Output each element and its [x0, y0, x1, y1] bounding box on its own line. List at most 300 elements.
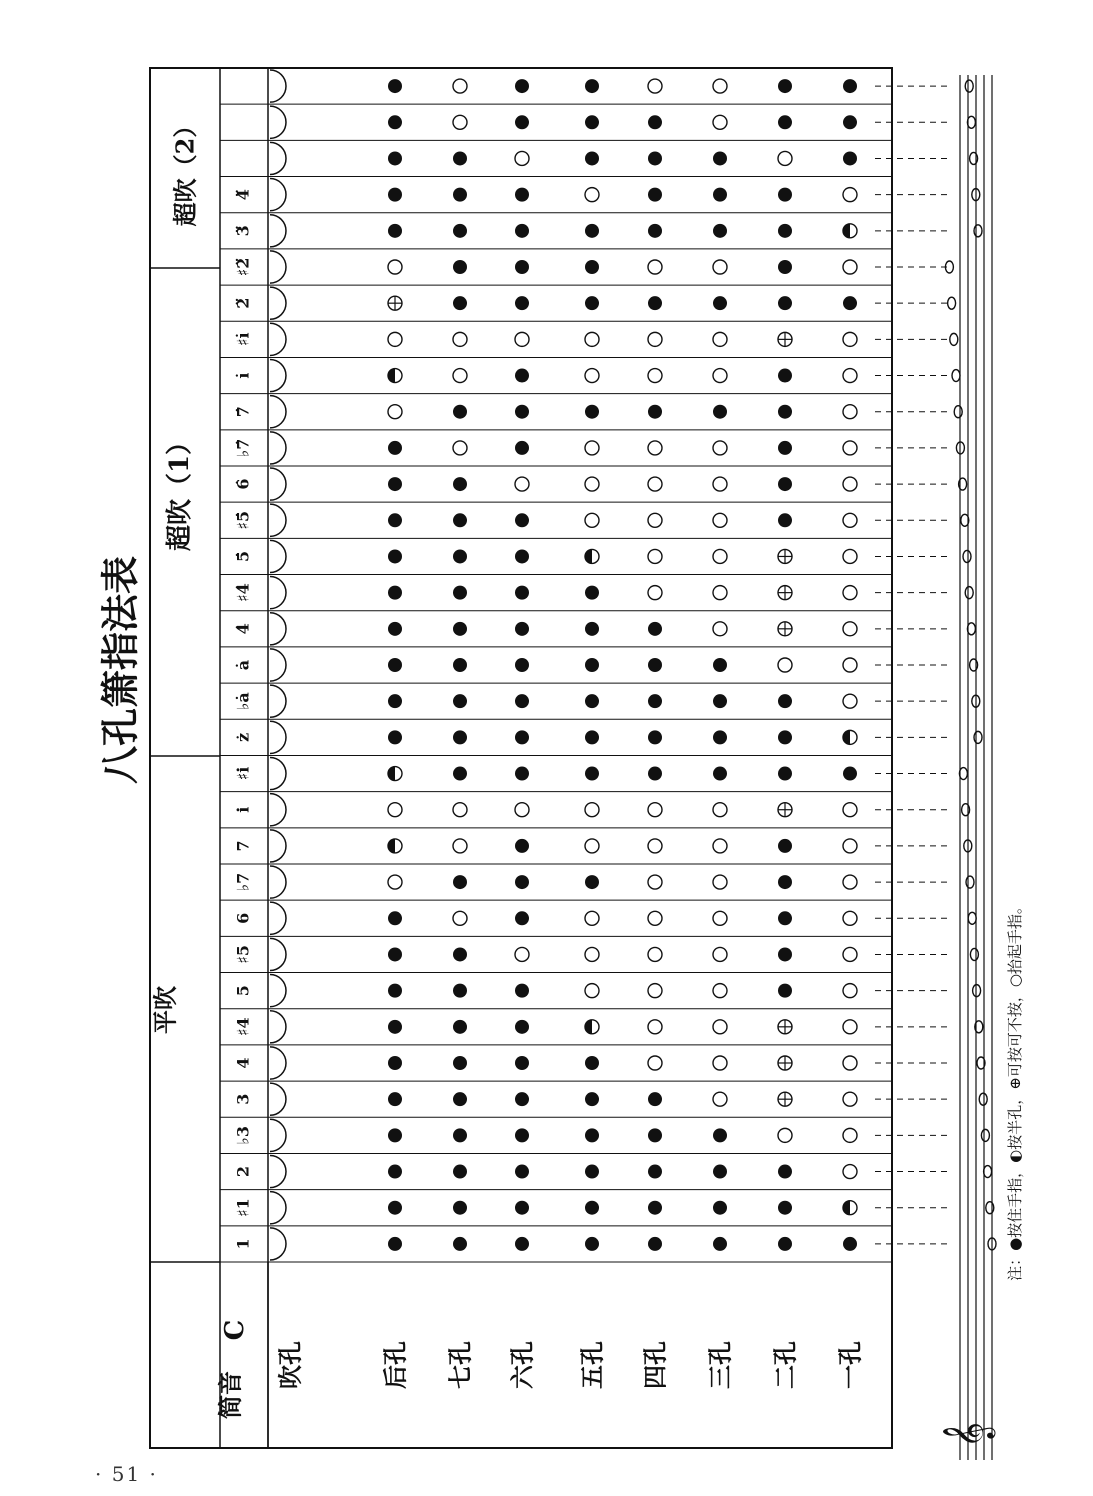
closed-hole-mark: [843, 1237, 857, 1251]
music-staff: [875, 75, 996, 1460]
open-hole-mark: [453, 115, 467, 129]
blow-hole-arc: [270, 432, 286, 464]
legend-note: 注：●按住手指，◐按半孔，⊕可按可不按，○抬起手指。: [1006, 899, 1024, 1281]
open-hole-mark: [713, 1020, 727, 1034]
blow-hole-arc: [270, 359, 286, 391]
staff-note: [952, 370, 960, 382]
staff-note: [967, 116, 975, 128]
closed-hole-mark: [843, 115, 857, 129]
closed-hole-mark: [453, 151, 467, 165]
open-hole-mark: [843, 1128, 857, 1142]
open-hole-mark: [843, 441, 857, 455]
staff-note: [959, 768, 967, 780]
closed-hole-mark: [388, 947, 402, 961]
closed-hole-mark: [388, 1056, 402, 1070]
closed-hole-mark: [453, 875, 467, 889]
half-hole-fill: [585, 549, 592, 563]
closed-hole-mark: [713, 1201, 727, 1215]
open-hole-mark: [585, 188, 599, 202]
open-hole-mark: [648, 549, 662, 563]
closed-hole-mark: [388, 1020, 402, 1034]
staff-note: [965, 80, 973, 92]
closed-hole-mark: [515, 513, 529, 527]
open-hole-mark: [585, 803, 599, 817]
closed-hole-mark: [515, 224, 529, 238]
closed-hole-mark: [585, 1165, 599, 1179]
closed-hole-mark: [388, 151, 402, 165]
note-label: 4̈: [233, 189, 253, 201]
open-hole-mark: [778, 658, 792, 672]
closed-hole-mark: [453, 513, 467, 527]
closed-hole-mark: [585, 115, 599, 129]
closed-hole-mark: [778, 79, 792, 93]
open-hole-mark: [843, 911, 857, 925]
open-hole-mark: [843, 1165, 857, 1179]
section-pingchui: 平吹: [150, 986, 180, 1034]
closed-hole-mark: [453, 622, 467, 636]
note-label: ż: [233, 732, 253, 742]
staff-note: [974, 225, 982, 237]
closed-hole-mark: [515, 984, 529, 998]
open-hole-mark: [843, 694, 857, 708]
closed-hole-mark: [515, 441, 529, 455]
hole-label: 二孔: [770, 1341, 800, 1389]
note-label: 4: [233, 1057, 253, 1069]
blow-hole-arc: [270, 251, 286, 283]
open-hole-mark: [713, 513, 727, 527]
blow-hole-arc: [270, 1228, 286, 1260]
open-hole-mark: [585, 477, 599, 491]
closed-hole-mark: [515, 1020, 529, 1034]
closed-hole-mark: [713, 188, 727, 202]
closed-hole-mark: [778, 984, 792, 998]
open-hole-mark: [648, 875, 662, 889]
hole-label: 五孔: [577, 1341, 607, 1389]
blow-hole-arc: [270, 142, 286, 174]
open-hole-mark: [713, 549, 727, 563]
note-label: ♯1: [233, 1198, 253, 1218]
half-hole-fill: [388, 369, 395, 383]
blow-hole-arc: [270, 396, 286, 428]
closed-hole-mark: [515, 369, 529, 383]
open-hole-mark: [843, 803, 857, 817]
hole-label: 六孔: [507, 1341, 537, 1389]
hole-label: 后孔: [380, 1341, 410, 1389]
open-hole-mark: [648, 947, 662, 961]
open-hole-mark: [843, 477, 857, 491]
closed-hole-mark: [713, 730, 727, 744]
open-hole-mark: [585, 947, 599, 961]
closed-hole-mark: [648, 1201, 662, 1215]
closed-hole-mark: [778, 513, 792, 527]
section-chaochui2: 超吹（2）: [170, 113, 200, 227]
note-label: 7̇: [233, 406, 253, 418]
open-hole-mark: [713, 115, 727, 129]
closed-hole-mark: [515, 405, 529, 419]
open-hole-mark: [713, 477, 727, 491]
closed-hole-mark: [515, 79, 529, 93]
closed-hole-mark: [648, 1128, 662, 1142]
open-hole-mark: [843, 984, 857, 998]
note-label: ♯5̇: [233, 510, 253, 530]
note-label: ♭ȧ: [233, 692, 253, 711]
note-label: ♭3: [233, 1126, 253, 1145]
note-label: 2̈: [233, 297, 253, 309]
open-hole-mark: [388, 875, 402, 889]
closed-hole-mark: [713, 1165, 727, 1179]
open-hole-mark: [388, 332, 402, 346]
closed-hole-mark: [453, 188, 467, 202]
blow-hole-arc: [270, 649, 286, 681]
closed-hole-mark: [648, 1092, 662, 1106]
open-hole-mark: [453, 441, 467, 455]
note-label: ♯i̇: [233, 332, 253, 347]
closed-hole-mark: [778, 441, 792, 455]
blow-hole-arc: [270, 1155, 286, 1187]
closed-hole-mark: [585, 622, 599, 636]
closed-hole-mark: [453, 1128, 467, 1142]
closed-hole-mark: [515, 1201, 529, 1215]
open-hole-mark: [843, 260, 857, 274]
closed-hole-mark: [453, 984, 467, 998]
closed-hole-mark: [453, 1020, 467, 1034]
closed-hole-mark: [778, 224, 792, 238]
open-hole-mark: [515, 477, 529, 491]
closed-hole-mark: [585, 658, 599, 672]
half-hole-fill: [843, 1201, 850, 1215]
blow-hole-arc: [270, 757, 286, 789]
closed-hole-mark: [585, 586, 599, 600]
open-hole-mark: [648, 369, 662, 383]
closed-hole-mark: [388, 1237, 402, 1251]
closed-hole-mark: [388, 1128, 402, 1142]
open-hole-mark: [453, 369, 467, 383]
staff-note: [966, 876, 974, 888]
open-hole-mark: [778, 1128, 792, 1142]
page-title: 八孔箫指法表: [97, 555, 143, 785]
closed-hole-mark: [453, 405, 467, 419]
hole-label: 七孔: [445, 1341, 475, 1389]
closed-hole-mark: [778, 911, 792, 925]
open-hole-mark: [585, 839, 599, 853]
hole-label: 一孔: [835, 1341, 865, 1389]
closed-hole-mark: [515, 1128, 529, 1142]
blow-hole-arc: [270, 323, 286, 355]
closed-hole-mark: [843, 296, 857, 310]
staff-note: [963, 550, 971, 562]
closed-hole-mark: [585, 730, 599, 744]
closed-hole-mark: [778, 730, 792, 744]
staff-note: [968, 912, 976, 924]
blow-hole-arc: [270, 540, 286, 572]
open-hole-mark: [388, 803, 402, 817]
closed-hole-mark: [585, 694, 599, 708]
closed-hole-mark: [648, 1237, 662, 1251]
open-hole-mark: [515, 947, 529, 961]
open-hole-mark: [713, 369, 727, 383]
open-hole-mark: [843, 188, 857, 202]
open-hole-mark: [713, 79, 727, 93]
closed-hole-mark: [778, 1201, 792, 1215]
blow-hole-arc: [270, 938, 286, 970]
closed-hole-mark: [515, 188, 529, 202]
closed-hole-mark: [515, 658, 529, 672]
note-label: ♯4̇: [233, 583, 253, 603]
closed-hole-mark: [585, 1092, 599, 1106]
closed-hole-mark: [453, 549, 467, 563]
closed-hole-mark: [453, 586, 467, 600]
blow-hole-arc: [270, 504, 286, 536]
blow-hole-arc: [270, 794, 286, 826]
closed-hole-mark: [713, 151, 727, 165]
blow-hole-arc: [270, 468, 286, 500]
closed-hole-mark: [778, 839, 792, 853]
closed-hole-mark: [515, 730, 529, 744]
open-hole-mark: [648, 586, 662, 600]
note-label: i: [233, 806, 253, 813]
closed-hole-mark: [453, 1237, 467, 1251]
closed-hole-mark: [648, 694, 662, 708]
blow-hole-arc: [270, 721, 286, 753]
staff-note: [954, 406, 962, 418]
closed-hole-mark: [713, 405, 727, 419]
closed-hole-mark: [388, 115, 402, 129]
note-label: ♯2̈: [233, 257, 253, 277]
open-hole-mark: [713, 911, 727, 925]
closed-hole-mark: [713, 224, 727, 238]
note-label: 5: [233, 985, 253, 997]
closed-hole-mark: [515, 1056, 529, 1070]
open-hole-mark: [585, 441, 599, 455]
staff-note: [970, 948, 978, 960]
open-hole-mark: [713, 947, 727, 961]
half-hole-fill: [585, 1020, 592, 1034]
open-hole-mark: [713, 984, 727, 998]
closed-hole-mark: [648, 296, 662, 310]
blow-hole-arc: [270, 1083, 286, 1115]
open-hole-mark: [713, 586, 727, 600]
open-hole-mark: [388, 405, 402, 419]
open-hole-mark: [713, 1092, 727, 1106]
open-hole-mark: [515, 151, 529, 165]
closed-hole-mark: [648, 658, 662, 672]
blow-hole-arc: [270, 179, 286, 211]
open-hole-mark: [713, 875, 727, 889]
staff-note: [967, 623, 975, 635]
closed-hole-mark: [778, 1237, 792, 1251]
closed-hole-mark: [388, 224, 402, 238]
open-hole-mark: [713, 839, 727, 853]
open-hole-mark: [453, 79, 467, 93]
closed-hole-mark: [515, 296, 529, 310]
open-hole-mark: [843, 1020, 857, 1034]
open-hole-mark: [843, 622, 857, 636]
note-label: ♯5: [233, 945, 253, 964]
closed-hole-mark: [778, 296, 792, 310]
closed-hole-mark: [585, 1237, 599, 1251]
closed-hole-mark: [388, 1201, 402, 1215]
closed-hole-mark: [585, 1056, 599, 1070]
staff-note: [979, 1093, 987, 1105]
closed-hole-mark: [648, 730, 662, 744]
closed-hole-mark: [713, 296, 727, 310]
half-hole-fill: [388, 767, 395, 781]
staff-note: [948, 297, 956, 309]
closed-hole-mark: [648, 151, 662, 165]
closed-hole-mark: [585, 875, 599, 889]
closed-hole-mark: [515, 586, 529, 600]
closed-hole-mark: [453, 730, 467, 744]
closed-hole-mark: [515, 875, 529, 889]
open-hole-mark: [585, 513, 599, 527]
open-hole-mark: [453, 803, 467, 817]
note-label: 6: [233, 912, 253, 924]
closed-hole-mark: [453, 1092, 467, 1106]
open-hole-mark: [713, 622, 727, 636]
half-hole-fill: [843, 224, 850, 238]
note-label: 3: [233, 1093, 253, 1105]
open-hole-mark: [453, 839, 467, 853]
open-hole-mark: [648, 803, 662, 817]
staff-note: [984, 1166, 992, 1178]
closed-hole-mark: [585, 79, 599, 93]
closed-hole-mark: [388, 586, 402, 600]
closed-hole-mark: [585, 767, 599, 781]
open-hole-mark: [648, 1020, 662, 1034]
note-label: ȧ: [233, 659, 253, 671]
closed-hole-mark: [585, 151, 599, 165]
closed-hole-mark: [515, 260, 529, 274]
open-hole-mark: [843, 405, 857, 419]
staff-note: [981, 1129, 989, 1141]
closed-hole-mark: [515, 1165, 529, 1179]
open-hole-mark: [585, 332, 599, 346]
open-hole-mark: [843, 839, 857, 853]
note-label: ♭7̇: [233, 438, 253, 458]
staff-note: [965, 587, 973, 599]
blow-hole-arc: [270, 1192, 286, 1224]
note-label: ♯4: [233, 1017, 253, 1037]
closed-hole-mark: [388, 658, 402, 672]
open-hole-mark: [648, 1056, 662, 1070]
closed-hole-mark: [585, 1201, 599, 1215]
blow-hole-arc: [270, 577, 286, 609]
open-hole-mark: [713, 332, 727, 346]
note-label: ♭7: [233, 872, 253, 892]
open-hole-mark: [648, 513, 662, 527]
closed-hole-mark: [843, 767, 857, 781]
closed-hole-mark: [778, 369, 792, 383]
open-hole-mark: [515, 332, 529, 346]
closed-hole-mark: [453, 224, 467, 238]
blow-hole-arc: [270, 287, 286, 319]
open-hole-mark: [843, 1056, 857, 1070]
staff-note: [950, 333, 958, 345]
open-hole-mark: [648, 441, 662, 455]
closed-hole-mark: [388, 477, 402, 491]
closed-hole-mark: [515, 622, 529, 636]
open-hole-mark: [713, 441, 727, 455]
closed-hole-mark: [388, 1092, 402, 1106]
closed-hole-mark: [388, 730, 402, 744]
closed-hole-mark: [388, 694, 402, 708]
page-number: · 51 ·: [95, 1462, 158, 1486]
open-hole-mark: [648, 477, 662, 491]
closed-hole-mark: [453, 694, 467, 708]
open-hole-mark: [648, 260, 662, 274]
closed-hole-mark: [388, 79, 402, 93]
open-hole-mark: [515, 803, 529, 817]
closed-hole-mark: [648, 224, 662, 238]
note-label: 3̈: [233, 225, 253, 237]
closed-hole-mark: [585, 224, 599, 238]
note-label: 5̇: [233, 550, 253, 563]
blow-hole-arc: [270, 215, 286, 247]
closed-hole-mark: [388, 513, 402, 527]
closed-hole-mark: [778, 875, 792, 889]
closed-hole-mark: [778, 694, 792, 708]
note-label: 7: [233, 840, 253, 852]
blow-hole-arc: [270, 1119, 286, 1151]
closed-hole-mark: [453, 477, 467, 491]
closed-hole-mark: [453, 296, 467, 310]
closed-hole-mark: [515, 115, 529, 129]
closed-hole-mark: [453, 947, 467, 961]
blow-hole-arc: [270, 902, 286, 934]
open-hole-mark: [585, 369, 599, 383]
staff-note: [974, 731, 982, 743]
open-hole-mark: [585, 911, 599, 925]
closed-hole-mark: [648, 622, 662, 636]
note-label: 4̇: [233, 623, 253, 635]
closed-hole-mark: [515, 911, 529, 925]
blow-hole-arc: [270, 106, 286, 138]
closed-hole-mark: [713, 658, 727, 672]
closed-hole-mark: [778, 767, 792, 781]
section-chaochui1: 超吹（1）: [165, 428, 195, 552]
blow-hole-arc: [270, 685, 286, 717]
open-hole-mark: [648, 79, 662, 93]
half-hole-fill: [843, 730, 850, 744]
note-label: i̇: [233, 372, 253, 379]
open-hole-mark: [843, 947, 857, 961]
open-hole-mark: [843, 875, 857, 889]
closed-hole-mark: [778, 405, 792, 419]
closed-hole-mark: [648, 405, 662, 419]
closed-hole-mark: [515, 767, 529, 781]
closed-hole-mark: [388, 549, 402, 563]
closed-hole-mark: [453, 260, 467, 274]
closed-hole-mark: [515, 694, 529, 708]
closed-hole-mark: [648, 188, 662, 202]
open-hole-mark: [388, 260, 402, 274]
note-label: 2: [233, 1165, 253, 1178]
open-hole-mark: [713, 260, 727, 274]
open-hole-mark: [778, 151, 792, 165]
closed-hole-mark: [453, 767, 467, 781]
closed-hole-mark: [515, 1237, 529, 1251]
closed-hole-mark: [515, 549, 529, 563]
closed-hole-mark: [778, 477, 792, 491]
open-hole-mark: [843, 549, 857, 563]
closed-hole-mark: [388, 911, 402, 925]
closed-hole-mark: [778, 115, 792, 129]
chart-labels: [98, 114, 1025, 1419]
open-hole-mark: [648, 332, 662, 346]
note-label: 6̇: [233, 478, 253, 490]
open-hole-mark: [453, 911, 467, 925]
note-label: 1: [233, 1238, 253, 1250]
